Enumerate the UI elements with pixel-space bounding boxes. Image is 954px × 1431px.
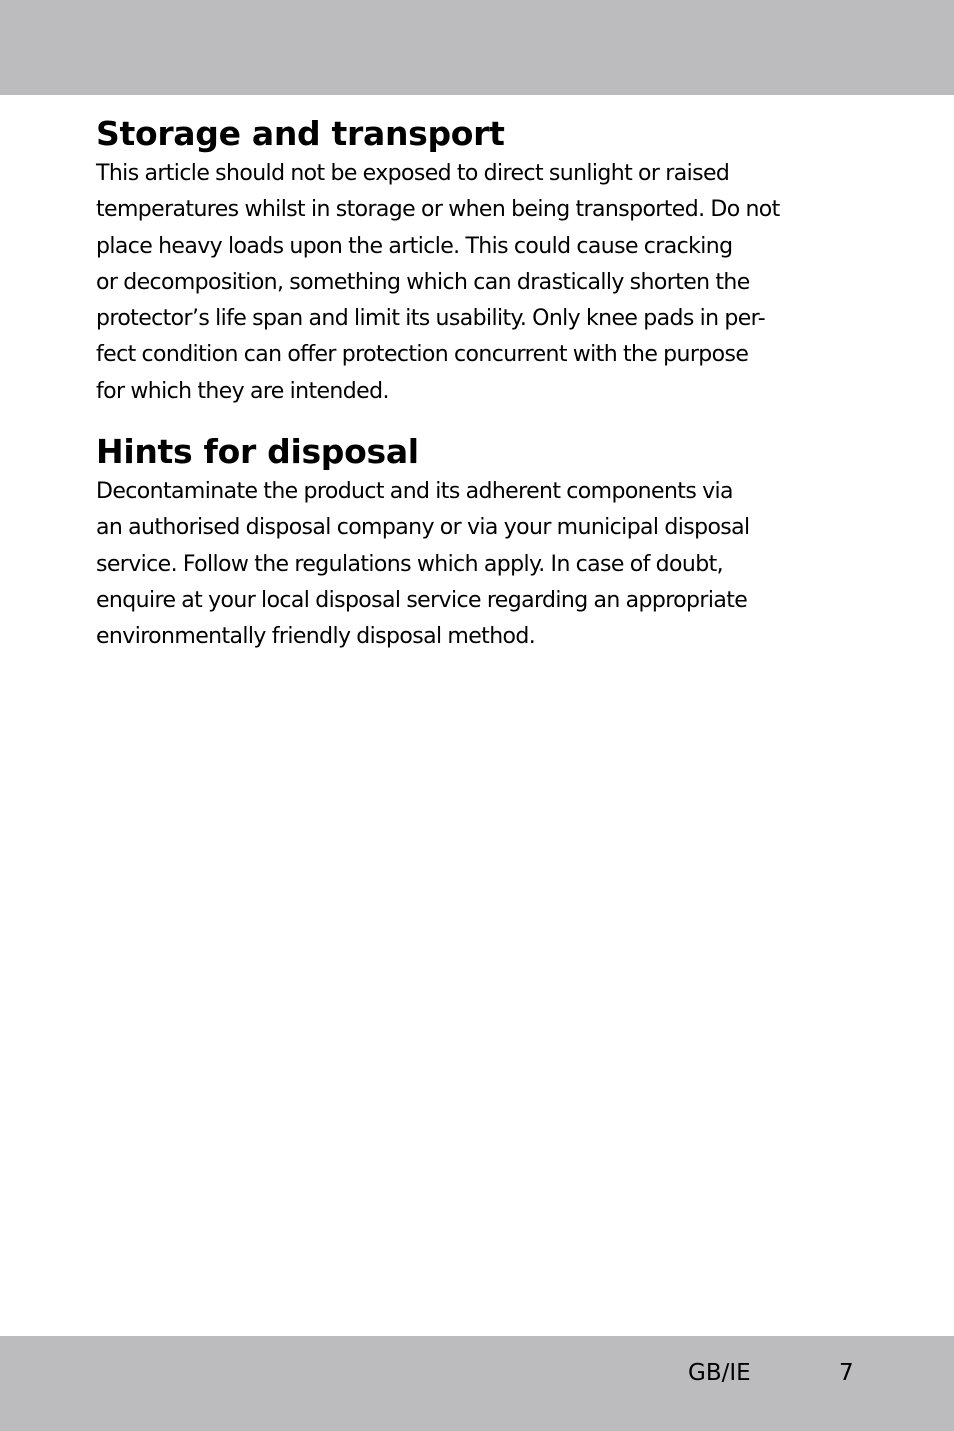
section-hints-for-disposal bbox=[96, 430, 886, 655]
section-storage-and-transport bbox=[96, 112, 886, 410]
header-bar bbox=[0, 0, 954, 95]
footer-page-number: 7 bbox=[839, 1360, 854, 1386]
footer-bar bbox=[0, 1336, 954, 1431]
page-content bbox=[96, 112, 886, 656]
section-body-storage: This article should not be exposed to direct sunlight or raised temperatures whilst in storage or when being transported. Do not place heavy loads upon the article. This could cause cracking or decomposition, something which can drastically shorten the protector’s life span and limit its usability. Only knee pads in per- fect condition can offer protection concurrent with the purpose for which they are intended. bbox=[96, 161, 780, 404]
section-heading-storage: Storage and transport bbox=[96, 114, 505, 153]
section-body-disposal: Decontaminate the product and its adherent components via an authorised disposal company or via your municipal disposal service. Follow the regulations which apply. In case of doubt, enquire at your local disposal service regarding an appropriate environmentally friendly disposal method. bbox=[96, 479, 750, 650]
footer-language: GB/IE bbox=[688, 1360, 751, 1386]
section-heading-disposal: Hints for disposal bbox=[96, 432, 419, 472]
